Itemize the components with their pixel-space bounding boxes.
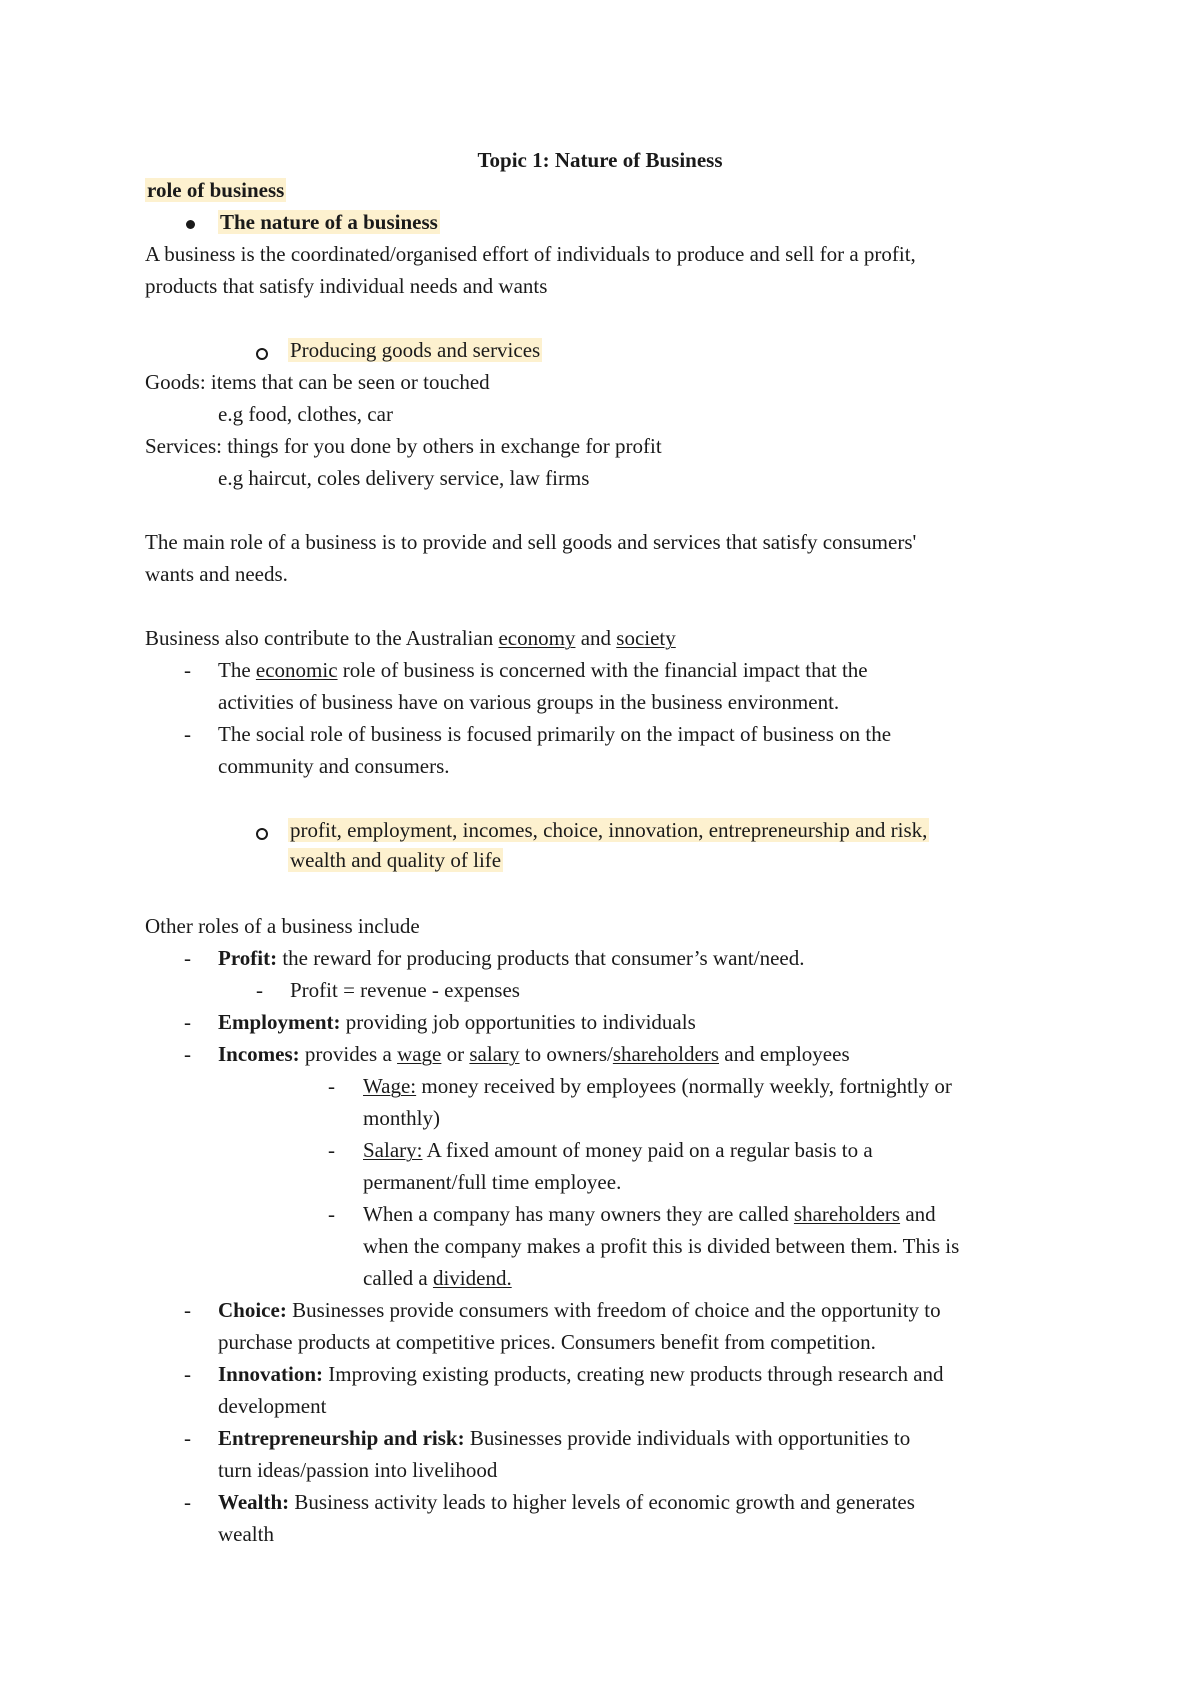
- wage-def-label: Wage:: [363, 1074, 417, 1098]
- entrepreneurship-text: Businesses provide individuals with opportunities to: [464, 1426, 911, 1450]
- goods-example: e.g food, clothes, car: [218, 402, 393, 426]
- sub-heading-2-text: Producing goods and services: [290, 338, 541, 362]
- incomes-text-4: and employees: [719, 1042, 850, 1066]
- wealth-item-line-2: wealth: [218, 1522, 274, 1546]
- innovation-item-line-2: development: [218, 1394, 327, 1418]
- dash-bullet: -: [184, 946, 191, 970]
- entrepreneurship-item-line-1: [218, 1424, 910, 1452]
- goods-line: Goods: items that can be seen or touched: [145, 370, 490, 394]
- bullet-ring-icon: [256, 348, 268, 360]
- shareholders-definition-line-1: [363, 1200, 936, 1228]
- wealth-item-line-1: [218, 1488, 915, 1516]
- dash-bullet: -: [184, 1362, 191, 1386]
- profit-label: Profit:: [218, 946, 278, 970]
- salary-def-label: Salary:: [363, 1138, 423, 1162]
- entrepreneurship-item-line-2: turn ideas/passion into livelihood: [218, 1458, 498, 1482]
- wage-definition-line-1: [363, 1072, 952, 1100]
- dash-bullet: -: [184, 1042, 191, 1066]
- wealth-text: Business activity leads to higher levels of economic growth and generates: [289, 1490, 915, 1514]
- economic-role-prefix: The: [218, 658, 256, 682]
- definition-line-1: A business is the coordinated/organised effort of individuals to produce and sell for a profit,: [145, 242, 916, 266]
- page-title: Topic 1: Nature of Business: [477, 148, 723, 172]
- contribute-prefix: Business also contribute to the Australian: [145, 626, 499, 650]
- dash-bullet: -: [184, 722, 191, 746]
- dash-bullet: -: [328, 1074, 335, 1098]
- salary-term: salary: [469, 1042, 520, 1066]
- dividend-prefix: called a: [363, 1266, 433, 1290]
- dash-bullet: -: [184, 1490, 191, 1514]
- main-role-line-1: The main role of a business is to provide and sell goods and services that satisfy consumers': [145, 530, 917, 554]
- wealth-label: Wealth:: [218, 1490, 290, 1514]
- dash-bullet: -: [184, 658, 191, 682]
- shareholders-term: shareholders: [612, 1042, 719, 1066]
- dividend-term: dividend.: [432, 1266, 512, 1290]
- roles-list-line-2: [288, 846, 503, 874]
- services-example: e.g haircut, coles delivery service, law firms: [218, 466, 590, 490]
- choice-item-line-2: purchase products at competitive prices. Consumers benefit from competition.: [218, 1330, 876, 1354]
- economic-role-line-2: activities of business have on various groups in the business environment.: [218, 690, 840, 714]
- incomes-label: Incomes:: [218, 1042, 300, 1066]
- roles-list-text-2: wealth and quality of life: [290, 848, 502, 872]
- contribute-and: and: [575, 626, 617, 650]
- bullet-dot-icon: [186, 220, 195, 229]
- profit-formula: Profit = revenue - expenses: [290, 978, 520, 1002]
- wage-term: wage: [397, 1042, 442, 1066]
- dash-bullet: -: [184, 1010, 191, 1034]
- employment-item: [218, 1008, 696, 1036]
- bullet-ring-icon: [256, 828, 268, 840]
- employment-text: providing job opportunities to individuals: [340, 1010, 696, 1034]
- shareholders-def-term: shareholders: [793, 1202, 901, 1226]
- shareholders-def-prefix: When a company has many owners they are called: [363, 1202, 794, 1226]
- sub-heading-text: The nature of a business: [220, 210, 438, 234]
- roles-list-line-1: [288, 816, 929, 844]
- dash-bullet: -: [328, 1202, 335, 1226]
- salary-definition-line-2: permanent/full time employee.: [363, 1170, 622, 1194]
- contribute-line: [145, 624, 676, 652]
- employment-label: Employment:: [218, 1010, 341, 1034]
- innovation-item-line-1: [218, 1360, 944, 1388]
- society-term: society: [616, 626, 676, 650]
- salary-definition-line-1: [363, 1136, 873, 1164]
- social-role-line-1: The social role of business is focused primarily on the impact of business on the: [218, 722, 892, 746]
- incomes-item: [218, 1040, 850, 1068]
- incomes-text-3: to owners/: [519, 1042, 613, 1066]
- economic-role-line-1: [218, 656, 868, 684]
- services-line: Services: things for you done by others in exchange for profit: [145, 434, 662, 458]
- innovation-text: Improving existing products, creating new products through research and: [323, 1362, 944, 1386]
- shareholders-def-suffix: and: [900, 1202, 936, 1226]
- definition-line-2: products that satisfy individual needs and wants: [145, 274, 548, 298]
- section-heading-text: role of business: [147, 178, 285, 202]
- shareholders-definition-line-2: when the company makes a profit this is divided between them. This is: [363, 1234, 960, 1258]
- incomes-text-1: provides a: [299, 1042, 398, 1066]
- roles-list-text-1: profit, employment, incomes, choice, innovation, entrepreneurship and risk,: [290, 818, 928, 842]
- sub-heading-2: [288, 336, 542, 364]
- main-role-line-2: wants and needs.: [145, 562, 288, 586]
- innovation-label: Innovation:: [218, 1362, 324, 1386]
- wage-definition-line-2: monthly): [363, 1106, 440, 1130]
- entrepreneurship-label: Entrepreneurship and risk:: [218, 1426, 465, 1450]
- dash-bullet: -: [184, 1298, 191, 1322]
- choice-text: Businesses provide consumers with freedom of choice and the opportunity to: [286, 1298, 941, 1322]
- social-role-line-2: community and consumers.: [218, 754, 450, 778]
- economy-term: economy: [498, 626, 576, 650]
- choice-label: Choice:: [218, 1298, 287, 1322]
- dash-bullet: -: [328, 1138, 335, 1162]
- profit-item: [218, 944, 804, 972]
- sub-heading: [218, 208, 440, 236]
- dash-bullet: -: [256, 978, 263, 1002]
- economic-term: economic: [255, 658, 338, 682]
- profit-text: the reward for producing products that consumer’s want/need.: [277, 946, 805, 970]
- salary-def-text: A fixed amount of money paid on a regular basis to a: [422, 1138, 873, 1162]
- section-heading: [145, 176, 286, 204]
- shareholders-definition-line-3: [363, 1264, 512, 1292]
- incomes-text-2: or: [441, 1042, 470, 1066]
- dash-bullet: -: [184, 1426, 191, 1450]
- choice-item-line-1: [218, 1296, 941, 1324]
- other-roles-intro: Other roles of a business include: [145, 914, 420, 938]
- economic-role-suffix: role of business is concerned with the financial impact that the: [337, 658, 868, 682]
- wage-def-text: money received by employees (normally weekly, fortnightly or: [416, 1074, 952, 1098]
